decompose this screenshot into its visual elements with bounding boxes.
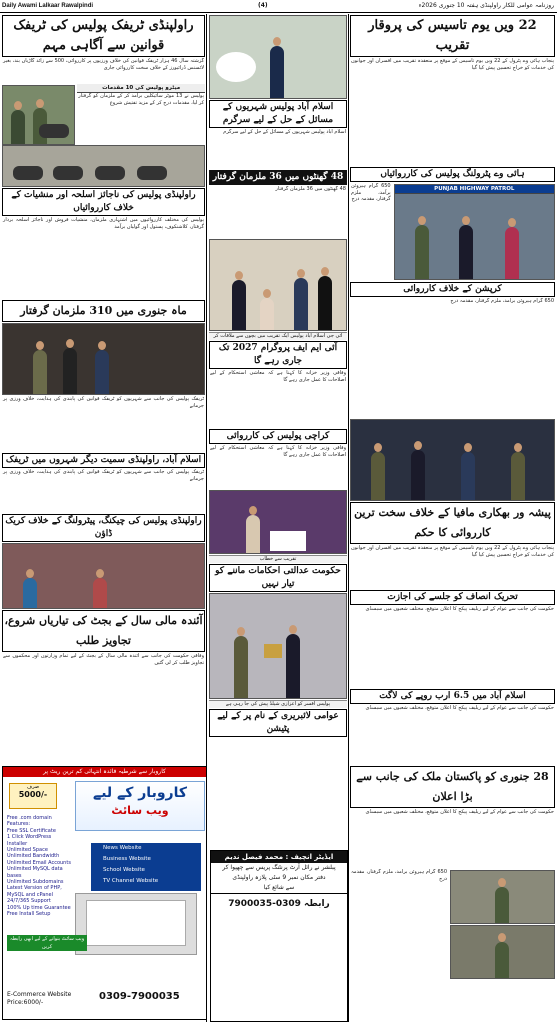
headline-karachi: کراچی پولیس کی کارروائی (209, 429, 347, 444)
imprint-line: پبلشر نے رائل آرٹ پرنٹنگ پریس سے چھپوا کر (222, 864, 336, 871)
ad-top-banner: کاروبار سے شرطیہ فائدہ انتہائی کم ترین ریٹ پر (3, 767, 206, 777)
ad-ecommerce (7, 991, 71, 1007)
article-imf: وفاقی وزیر خزانہ کا کہنا ہے کہ معاشی استحکام کے لیے اصلاحات کا عمل جاری رہے گا (210, 370, 346, 383)
banner-highway-patrol: PUNJAB HIGHWAY PATROL (395, 185, 554, 194)
headline-corruption: کرپشن کے خلاف کارروائی (350, 282, 555, 297)
ad-title: کاروبار کے لیے (92, 785, 187, 801)
ad-feature: Latest Version of PHP, MySQL and cPanel (7, 885, 62, 898)
caption-address: تقریب سے خطاب (209, 555, 347, 563)
photo-officer-2 (450, 925, 555, 979)
ad-feature: Unlimited Space (7, 847, 48, 854)
ad-ecommerce-label: E-Commerce Website (7, 991, 72, 998)
editor-in-chief: ایڈیٹر انچیف : محمد فیصل ندیم (211, 851, 347, 863)
ad-services-list (91, 843, 201, 891)
article-highway-side: 650 گرام ہیروئن برآمد، ملزم گرفتار، مقدمہ درج (351, 183, 391, 202)
paper-name: Daily Awami Lalkaar Rawalpindi (2, 3, 94, 9)
ad-service: News Website (103, 845, 142, 851)
article-karachi: وفاقی وزیر خزانہ کا کہنا ہے کہ معاشی استحکام کے لیے اصلاحات کا عمل جاری رہے گا (210, 445, 346, 458)
article-pti-rally: حکومت کی جانب سے عوام کے لیے ریلیف پیکج کا اعلان متوقع، مختلف شعبوں میں سبسڈی (365, 606, 554, 612)
ad-feature: Unlimited MySQL data bases (7, 866, 63, 879)
caption-ig-children: آئی جی اسلام آباد پولیس ایک تقریب میں بچوں سے ملاقات کر (209, 332, 347, 340)
ad-feature: Free Install Setup (7, 911, 51, 918)
ad-price: 5000/- (18, 790, 48, 799)
headline-crackdown: راولپنڈی پولیس کی چیکنگ، پیٹرولنگ کے خلاف کریک ڈاؤن (2, 514, 205, 542)
photo-officer-1 (450, 870, 555, 924)
imprint-phone[interactable]: رابطہ 0309-7900035 (211, 893, 347, 914)
photo-address (209, 490, 347, 554)
article-36-arrested: 48 گھنٹوں میں 36 ملزمان گرفتار (275, 186, 346, 192)
article-traffic-2: ٹریفک پولیس کی جانب سے شہریوں کو ٹریفک قوانین کی پابندی کی ہدایت، خلاف ورزی پر جرمانے (3, 469, 204, 482)
headline-beggar-mafia: پیشہ ور بھکاری مافیا کے خلاف سخت ترین کارروائی کا حکم (350, 502, 555, 544)
page-number: (4) (258, 2, 268, 9)
imprint-line: دفتر مکان نمبر 9 سٹی پلازہ راولپنڈی (232, 874, 326, 881)
headline-28-january: 28 جنوری کو پاکستان ملک کی جانب سے بڑا اعلان (350, 766, 555, 808)
caption-shield: پولیس افسر کو اعزازی شیلڈ پیش کی جا رہی ہے (209, 700, 347, 708)
headline-budget: آئندہ مالی سال کے بجٹ کی تیاریاں شروع، تجاویز طلب (2, 610, 205, 652)
ad-contact-banner: ویب سائٹ بنوانے کے لیے ابھی رابطہ کریں (7, 935, 87, 951)
headline-imf: آئی ایم ایف پروگرام 2027 تک جاری رہے گا (209, 341, 347, 369)
photo-police-bikes (2, 85, 75, 145)
headline-6-5-billion: اسلام آباد میں 6.5 ارب روپے کی لاگت (350, 689, 555, 704)
photo-ig-children (209, 239, 347, 331)
article-budget: وفاقی حکومت کی جانب سے آئندہ مالی سال کے بجٹ کے لیے تمام وزارتوں اور محکموں سے تجاویز طلب کر لی گئیں (3, 653, 204, 666)
article-foundation-day: پنجاب ہائی وے پٹرول کے 22 ویں یوم تاسیس کے موقع پر منعقدہ تقریب میں افسران اور جوانوں کی خدمات کو خراج تحسین پیش کیا گیا (351, 58, 554, 71)
laptop-icon (75, 893, 197, 955)
ad-feature: 1 Click WordPress Installer (7, 834, 52, 847)
article-ceremony: ٹریفک پولیس کی جانب سے شہریوں کو ٹریفک قوانین کی پابندی کی ہدایت، خلاف ورزی پر جرمانے (3, 396, 204, 409)
imprint-box (210, 850, 348, 1022)
ad-feature: 24/7/365 Support (7, 898, 51, 905)
headline-traffic-campaign: راولپنڈی ٹریفک پولیس کی ٹریفک قوانین سے آگاہی مہم (2, 15, 205, 57)
headline-foundation-day: 22 ویں یوم تاسیس کی پروقار تقریب (350, 15, 555, 57)
ad-service: TV Channel Website (103, 878, 159, 884)
ad-feature: Unlimited Bandwidth (7, 853, 60, 860)
headline-islamabad-traffic: اسلام آباد، راولپنڈی سمیت دیگر شہروں میں ٹریفک (2, 453, 205, 468)
article-arms-drugs: پولیس کی مختلف کارروائیوں میں اشتہاری ملزمان، منشیات فروش اور ناجائز اسلحہ بردار گرفتار، کلاشنکوف، پستول اور گولیاں برآمد (3, 217, 204, 230)
article-police-officers: 650 گرام ہیروئن برآمد، ملزم گرفتار، مقدمہ درج (351, 869, 447, 882)
headline-310-arrested: ماہ جنوری میں 310 ملزمان گرفتار (2, 300, 205, 322)
header-date: روزنامہ عوامی للکار راولپنڈی ہفتہ 10 جنوری 2026ء (418, 2, 554, 9)
photo-recovered-bikes (2, 145, 205, 187)
photo-speech (209, 15, 347, 99)
article-islamabad-police: اسلام آباد پولیس شہریوں کے مسائل کے حل کے لیے سرگرم (223, 129, 346, 135)
website-advertisement[interactable] (2, 766, 207, 1020)
ad-feature: Unlimited Subdomains (7, 879, 64, 886)
imprint-line: سے شائع کیا (263, 884, 295, 891)
article-metro: پولیس نے 13 موٹر سائیکلیں برآمد کر کے ملزمان کو گرفتار کر لیا، مقدمات درج کر کے مزید تفتیش شروع (78, 93, 204, 106)
ad-features-list (7, 815, 73, 918)
ad-price-label: صرف (26, 784, 40, 790)
ad-title-2: ویب سائٹ (111, 804, 169, 817)
article-28-january: حکومت کی جانب سے عوام کے لیے ریلیف پیکج کا اعلان متوقع، مختلف شعبوں میں سبسڈی (365, 809, 554, 815)
right-column (350, 14, 555, 1022)
article-corruption: 650 گرام ہیروئن برآمد، ملزم گرفتار، مقدمہ درج (450, 298, 554, 304)
headline-court-orders: حکومت عدالتی احکامات ماننے کو تیار نہیں (209, 564, 347, 592)
ad-service: School Website (103, 867, 145, 873)
photo-market (2, 543, 205, 609)
photo-police-ceremony (2, 323, 205, 395)
ad-feature: Free SSL Certificate (7, 827, 56, 834)
headline-islamabad-police: اسلام آباد پولیس شہریوں کے مسائل کے حل کے لیے سرگرم (209, 100, 347, 128)
headline-highway-patrol: ہائی وے پٹرولنگ پولیس کی کارروائیاں (350, 167, 555, 182)
photo-highway-patrol (394, 184, 555, 280)
ad-feature: Unlimited Email Accounts (7, 859, 71, 866)
ad-price-badge (9, 783, 57, 809)
ad-title-banner (75, 781, 205, 831)
headline-library: عوامی لائبریری کے نام پر کے لیے پٹیشن (209, 709, 347, 737)
ad-feature: Features: (7, 821, 31, 828)
ad-service: Business Website (103, 856, 151, 862)
headline-pti-rally: تحریک انصاف کو جلسے کی اجازت (350, 590, 555, 605)
subhead-metro: میٹرو پولیس کی 10 مقدمات (77, 84, 205, 93)
ad-ecommerce-price: Price:6000/- (7, 999, 44, 1006)
article-beggar-mafia: پنجاب ہائی وے پٹرول کے 22 ویں یوم تاسیس کے موقع پر منعقدہ تقریب میں افسران اور جوانوں کی خدمات کو خراج تحسین پیش کیا گیا (351, 545, 554, 558)
article-6-5-billion: حکومت کی جانب سے عوام کے لیے ریلیف پیکج کا اعلان متوقع، مختلف شعبوں میں سبسڈی (365, 705, 554, 711)
page-header (0, 0, 557, 13)
ad-feature: 100% Up time Guarantee (7, 904, 71, 911)
photo-shield (209, 593, 347, 699)
headline-arms-drugs: راولپنڈی پولیس کی ناجائز اسلحہ اور منشیات کے خلاف کارروائیاں (2, 188, 205, 216)
headline-36-arrested: 48 گھنٹوں میں 36 ملزمان گرفتار (209, 170, 347, 185)
photo-award (350, 419, 555, 501)
article-traffic: گزشتہ سال 46 ہزار ٹریفک قوانین کی خلاف ورزیوں پر کارروائی، 500 سے زائد گاڑیاں بند، بغیر لائسنس ڈرائیورز کے خلاف سخت کارروائی جاری (3, 58, 204, 71)
ad-phone[interactable]: 0309-7900035 (99, 991, 180, 1002)
ad-feature: Free .com domain (7, 815, 52, 821)
